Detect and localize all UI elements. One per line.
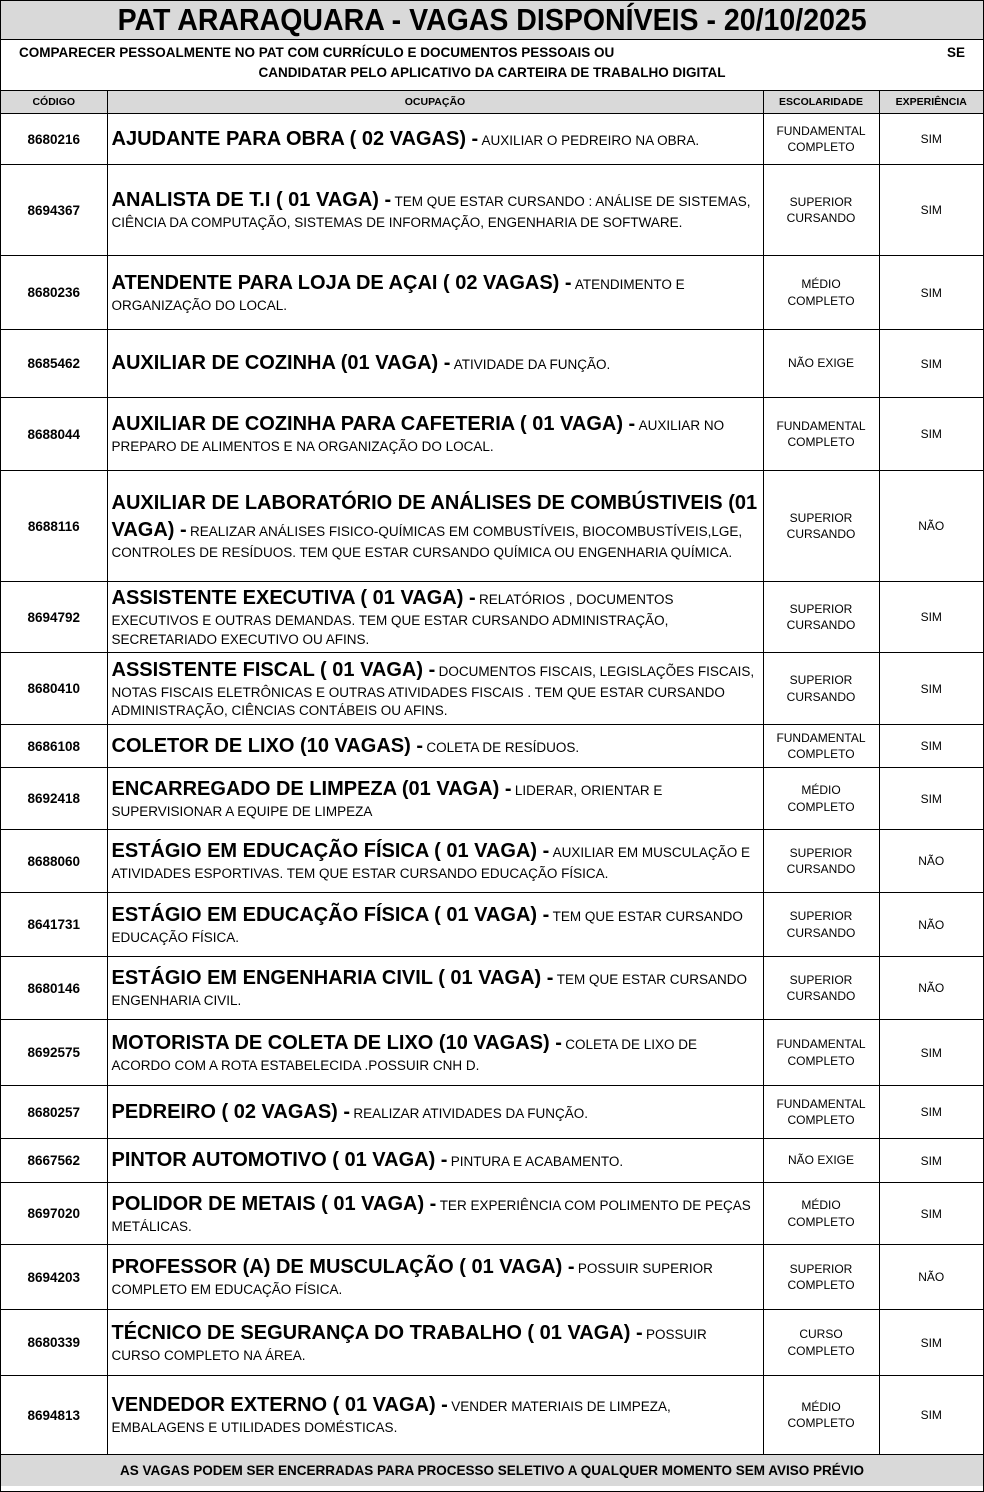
- instructions: [1, 40, 983, 91]
- job-code: 8680146: [1, 957, 107, 1020]
- table-row: [1, 653, 983, 725]
- job-occupation: [107, 1183, 763, 1245]
- job-occupation: [107, 1139, 763, 1183]
- job-code: 8692575: [1, 1020, 107, 1086]
- job-code: 8688116: [1, 471, 107, 582]
- column-header-experiencia: EXPERIÊNCIA: [879, 91, 983, 114]
- job-education: FUNDAMENTAL COMPLETO: [763, 725, 879, 768]
- job-experience: SIM: [879, 1183, 983, 1245]
- job-code: 8692418: [1, 768, 107, 830]
- job-code: 8680257: [1, 1086, 107, 1139]
- job-description: ATENDIMENTO E ORGANIZAÇÃO DO LOCAL.: [111, 276, 685, 313]
- job-title: PEDREIRO ( 02 VAGAS) -: [111, 1100, 351, 1123]
- job-description: COLETA DE LIXO DE ACORDO COM A ROTA ESTABELECIDA .POSSUIR CNH D.: [111, 1036, 698, 1073]
- job-code: 8688044: [1, 398, 107, 471]
- job-occupation: [107, 1245, 763, 1310]
- job-education: CURSO COMPLETO: [763, 1310, 879, 1376]
- table-row: [1, 1245, 983, 1310]
- table-row: [1, 1376, 983, 1455]
- job-education: SUPERIOR CURSANDO: [763, 830, 879, 893]
- job-occupation: [107, 653, 763, 725]
- job-education: FUNDAMENTAL COMPLETO: [763, 1086, 879, 1139]
- footer-notice: AS VAGAS PODEM SER ENCERRADAS PARA PROCESSO SELETIVO A QUALQUER MOMENTO SEM AVISO PRÉVIO: [1, 1455, 983, 1487]
- job-occupation: [107, 165, 763, 256]
- job-title: ATENDENTE PARA LOJA DE AÇAI ( 02 VAGAS) -: [111, 271, 572, 294]
- job-occupation: [107, 330, 763, 398]
- table-row: [1, 957, 983, 1020]
- table-row: [1, 1183, 983, 1245]
- table-row: [1, 1086, 983, 1139]
- table-row: [1, 768, 983, 830]
- job-occupation: [107, 1020, 763, 1086]
- job-title: ASSISTENTE FISCAL ( 01 VAGA) -: [111, 658, 436, 681]
- job-title: ANALISTA DE T.I ( 01 VAGA) -: [111, 189, 392, 212]
- table-row: [1, 830, 983, 893]
- table-row: [1, 256, 983, 330]
- job-occupation: [107, 1376, 763, 1455]
- job-description: REALIZAR ATIVIDADES DA FUNÇÃO.: [353, 1105, 588, 1121]
- table-row: [1, 165, 983, 256]
- job-description: RELATÓRIOS , DOCUMENTOS EXECUTIVOS E OUTRAS DEMANDAS. TEM QUE ESTAR CURSANDO ADMINISTRAÇÃO, SECRETARIADO EXECUTIVO OU AFINS.: [111, 592, 674, 647]
- job-title: ESTÁGIO EM ENGENHARIA CIVIL ( 01 VAGA) -: [111, 967, 554, 990]
- job-description: TER EXPERIÊNCIA COM POLIMENTO DE PEÇAS METÁLICAS.: [111, 1197, 751, 1234]
- job-occupation: [107, 398, 763, 471]
- job-description: TEM QUE ESTAR CURSANDO EDUCAÇÃO FÍSICA.: [111, 908, 743, 945]
- table-row: [1, 725, 983, 768]
- job-education: NÃO EXIGE: [763, 330, 879, 398]
- job-title: ESTÁGIO EM EDUCAÇÃO FÍSICA ( 01 VAGA) -: [111, 840, 550, 863]
- job-education: NÃO EXIGE: [763, 1139, 879, 1183]
- job-occupation: [107, 768, 763, 830]
- job-experience: SIM: [879, 1310, 983, 1376]
- job-title: ASSISTENTE EXECUTIVA ( 01 VAGA) -: [111, 587, 476, 610]
- table-header-row: [1, 91, 983, 114]
- job-occupation: [107, 893, 763, 957]
- job-education: SUPERIOR CURSANDO: [763, 653, 879, 725]
- job-description: POSSUIR SUPERIOR COMPLETO EM EDUCAÇÃO FÍSICA.: [111, 1261, 713, 1298]
- instruction-line-2: CANDIDATAR PELO APLICATIVO DA CARTEIRA DE TRABALHO DIGITAL: [258, 65, 726, 80]
- job-title: MOTORISTA DE COLETA DE LIXO (10 VAGAS) -: [111, 1031, 562, 1054]
- job-code: 8680216: [1, 114, 107, 165]
- job-education: FUNDAMENTAL COMPLETO: [763, 398, 879, 471]
- job-description: REALIZAR ANÁLISES FISICO-QUÍMICAS EM COMBUSTÍVEIS, BIOCOMBUSTÍVEIS,LGE, CONTROLES DE RESÍDUOS. TEM QUE ESTAR CURSANDO QUÍMICA OU ENGENHARIA QUÍMICA.: [111, 523, 743, 560]
- job-occupation: [107, 1086, 763, 1139]
- job-experience: NÃO: [879, 893, 983, 957]
- job-experience: SIM: [879, 1376, 983, 1455]
- table-row: [1, 1020, 983, 1086]
- job-description: POSSUIR CURSO COMPLETO NA ÁREA.: [111, 1326, 707, 1363]
- job-experience: NÃO: [879, 957, 983, 1020]
- job-occupation: [107, 830, 763, 893]
- vacancies-table: [1, 91, 983, 1486]
- job-title: ENCARREGADO DE LIMPEZA (01 VAGA) -: [111, 777, 512, 800]
- instruction-se: SE: [946, 45, 965, 60]
- job-experience: SIM: [879, 768, 983, 830]
- job-education: SUPERIOR CURSANDO: [763, 957, 879, 1020]
- job-description: AUXILIAR O PEDREIRO NA OBRA.: [481, 132, 700, 148]
- job-experience: SIM: [879, 398, 983, 471]
- table-row: [1, 893, 983, 957]
- job-experience: SIM: [879, 256, 983, 330]
- table-row: [1, 1139, 983, 1183]
- job-education: MÉDIO COMPLETO: [763, 1376, 879, 1455]
- table-row: [1, 398, 983, 471]
- job-code: 8688060: [1, 830, 107, 893]
- instruction-line-1: COMPARECER PESSOALMENTE NO PAT COM CURRÍCULO E DOCUMENTOS PESSOAIS OU: [19, 45, 615, 60]
- column-header-escolaridade: ESCOLARIDADE: [763, 91, 879, 114]
- job-title: VENDEDOR EXTERNO ( 01 VAGA) -: [111, 1394, 448, 1417]
- job-occupation: [107, 471, 763, 582]
- job-education: MÉDIO COMPLETO: [763, 256, 879, 330]
- job-title: AUXILIAR DE COZINHA (01 VAGA) -: [111, 352, 451, 374]
- job-code: 8641731: [1, 893, 107, 957]
- job-experience: SIM: [879, 165, 983, 256]
- job-education: SUPERIOR CURSANDO: [763, 165, 879, 256]
- job-title: PINTOR AUTOMOTIVO ( 01 VAGA) -: [111, 1149, 448, 1171]
- column-header-codigo: CÓDIGO: [1, 91, 107, 114]
- job-description: VENDER MATERIAIS DE LIMPEZA, EMBALAGENS E UTILIDADES DOMÉSTICAS.: [111, 1399, 671, 1436]
- job-title: AUXILIAR DE LABORATÓRIO DE ANÁLISES DE COMBÚSTIVEIS (01 VAGA) -: [111, 491, 758, 541]
- job-title: ESTÁGIO EM EDUCAÇÃO FÍSICA ( 01 VAGA) -: [111, 903, 550, 926]
- job-code: 8694203: [1, 1245, 107, 1310]
- job-code: 8694792: [1, 582, 107, 653]
- table-row: [1, 1310, 983, 1376]
- job-description: DOCUMENTOS FISCAIS, LEGISLAÇÕES FISCAIS, NOTAS FISCAIS ELETRÔNICAS E OUTRAS ATIVIDADES FISCAIS . TEM QUE ESTAR CURSANDO ADMINISTRAÇÃO, CIÊNCIAS CONTÁBEIS OU AFINS.: [111, 663, 755, 718]
- table-row: [1, 582, 983, 653]
- job-description: TEM QUE ESTAR CURSANDO ENGENHARIA CIVIL.: [111, 972, 748, 1009]
- job-experience: SIM: [879, 725, 983, 768]
- job-description: AUXILIAR EM MUSCULAÇÃO E ATIVIDADES ESPORTIVAS. TEM QUE ESTAR CURSANDO EDUCAÇÃO FÍSICA.: [111, 845, 750, 882]
- table-row: [1, 114, 983, 165]
- job-occupation: [107, 114, 763, 165]
- job-description: COLETA DE RESÍDUOS.: [426, 739, 580, 755]
- page-title: [1, 1, 983, 40]
- job-title: TÉCNICO DE SEGURANÇA DO TRABALHO ( 01 VAGA) -: [111, 1321, 643, 1344]
- job-education: FUNDAMENTAL COMPLETO: [763, 1020, 879, 1086]
- job-experience: SIM: [879, 1086, 983, 1139]
- job-code: 8694367: [1, 165, 107, 256]
- job-occupation: [107, 582, 763, 653]
- job-title: AJUDANTE PARA OBRA ( 02 VAGAS) -: [111, 127, 479, 150]
- job-description: LIDERAR, ORIENTAR E SUPERVISIONAR A EQUIPE DE LIMPEZA: [111, 782, 663, 819]
- job-code: 8697020: [1, 1183, 107, 1245]
- job-experience: SIM: [879, 114, 983, 165]
- job-code: 8680339: [1, 1310, 107, 1376]
- job-code: 8680236: [1, 256, 107, 330]
- job-education: SUPERIOR CURSANDO: [763, 471, 879, 582]
- job-code: 8680410: [1, 653, 107, 725]
- job-description: TEM QUE ESTAR CURSANDO : ANÁLISE DE SISTEMAS, CIÊNCIA DA COMPUTAÇÃO, SISTEMAS DE INFORMAÇÃO, ENGENHARIA DE SOFTWARE.: [111, 194, 751, 231]
- table-body: [1, 114, 983, 1455]
- job-education: FUNDAMENTAL COMPLETO: [763, 114, 879, 165]
- column-header-ocupacao: OCUPAÇÃO: [107, 91, 763, 114]
- job-description: ATIVIDADE DA FUNÇÃO.: [453, 357, 611, 372]
- job-education: SUPERIOR COMPLETO: [763, 1245, 879, 1310]
- footer-row: [1, 1455, 983, 1487]
- job-description: PINTURA E ACABAMENTO.: [450, 1154, 624, 1169]
- job-experience: NÃO: [879, 830, 983, 893]
- job-occupation: [107, 725, 763, 768]
- job-education: MÉDIO COMPLETO: [763, 768, 879, 830]
- job-education: MÉDIO COMPLETO: [763, 1183, 879, 1245]
- job-occupation: [107, 256, 763, 330]
- job-code: 8686108: [1, 725, 107, 768]
- job-title: COLETOR DE LIXO (10 VAGAS) -: [111, 734, 424, 757]
- job-code: 8694813: [1, 1376, 107, 1455]
- job-education: SUPERIOR CURSANDO: [763, 582, 879, 653]
- job-experience: SIM: [879, 330, 983, 398]
- table-row: [1, 471, 983, 582]
- table-row: [1, 330, 983, 398]
- job-experience: SIM: [879, 1020, 983, 1086]
- page-title-text: PAT ARARAQUARA - VAGAS DISPONÍVEIS - 20/10/2025: [117, 2, 867, 37]
- job-description: AUXILIAR NO PREPARO DE ALIMENTOS E NA ORGANIZAÇÃO DO LOCAL.: [111, 418, 725, 455]
- job-code: 8685462: [1, 330, 107, 398]
- job-title: POLIDOR DE METAIS ( 01 VAGA) -: [111, 1192, 437, 1215]
- job-occupation: [107, 957, 763, 1020]
- job-title: AUXILIAR DE COZINHA PARA CAFETERIA ( 01 VAGA) -: [111, 413, 636, 436]
- job-code: 8667562: [1, 1139, 107, 1183]
- job-experience: SIM: [879, 653, 983, 725]
- job-occupation: [107, 1310, 763, 1376]
- job-education: SUPERIOR CURSANDO: [763, 893, 879, 957]
- job-title: PROFESSOR (A) DE MUSCULAÇÃO ( 01 VAGA) -: [111, 1256, 575, 1279]
- job-experience: SIM: [879, 582, 983, 653]
- job-experience: NÃO: [879, 471, 983, 582]
- job-experience: SIM: [879, 1139, 983, 1183]
- job-experience: NÃO: [879, 1245, 983, 1310]
